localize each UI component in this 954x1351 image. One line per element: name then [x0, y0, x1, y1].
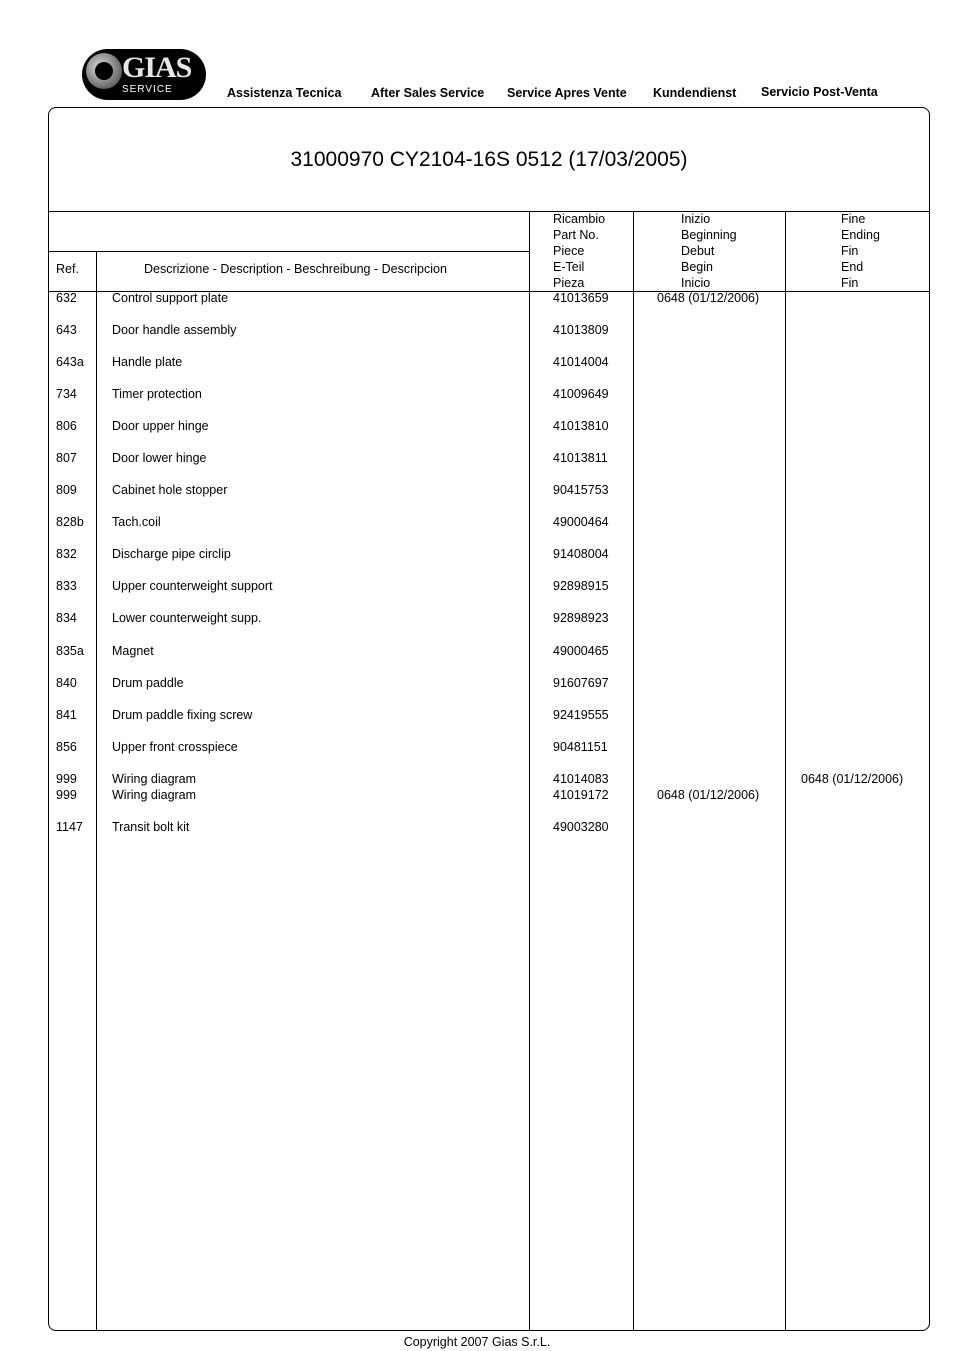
row-begin: 0648 (01/12/2006) — [657, 788, 760, 802]
col-part-label: E-Teil — [553, 260, 585, 274]
row-part-number: 41014083 — [553, 772, 609, 786]
row-part-number: 49000465 — [553, 644, 609, 658]
row-part-number: 91607697 — [553, 676, 609, 690]
row-ref: 809 — [56, 483, 77, 497]
row-begin: 0648 (01/12/2006) — [657, 291, 760, 305]
row-description: Drum paddle — [112, 676, 184, 690]
col-part-label: Piece — [553, 244, 585, 258]
row-part-number: 41013809 — [553, 323, 609, 337]
row-ref: 806 — [56, 419, 77, 433]
row-ref: 632 — [56, 291, 77, 305]
row-description: Door handle assembly — [112, 323, 237, 337]
col-begin-label: Debut — [681, 244, 715, 258]
logo-name: GIAS — [122, 51, 192, 84]
row-description: Drum paddle fixing screw — [112, 708, 253, 722]
row-description: Discharge pipe circlip — [112, 547, 231, 561]
header-assistenza: Assistenza Tecnica — [227, 86, 342, 100]
logo-ring-icon — [86, 53, 122, 89]
row-ref: 643 — [56, 323, 77, 337]
header-after-sales: After Sales Service — [371, 86, 485, 100]
document-title: 31000970 CY2104-16S 0512 (17/03/2005) — [290, 148, 688, 171]
row-part-number: 92898915 — [553, 579, 609, 593]
row-ref: 828b — [56, 515, 84, 529]
col-end-label: End — [841, 260, 864, 274]
row-description: Door upper hinge — [112, 419, 209, 433]
col-ref-header: Ref. — [56, 262, 79, 276]
col-part-label: Part No. — [553, 228, 599, 242]
row-description: Wiring diagram — [112, 772, 197, 786]
col-end-label: Fin — [841, 276, 859, 290]
logo-sub: SERVICE — [122, 84, 173, 95]
copyright: Copyright 2007 Gias S.r.L. — [403, 1335, 551, 1349]
col-begin-label: Inicio — [681, 276, 711, 290]
header-kundendienst: Kundendienst — [653, 86, 737, 100]
col-part-label: Pieza — [553, 276, 585, 290]
row-part-number: 90415753 — [553, 483, 609, 497]
row-part-number: 49003280 — [553, 820, 609, 834]
row-description: Upper front crosspiece — [112, 740, 238, 754]
row-description: Upper counterweight support — [112, 579, 273, 593]
row-ref: 840 — [56, 676, 77, 690]
row-description: Handle plate — [112, 355, 183, 369]
col-end-label: Fine — [841, 212, 866, 226]
part-col-rule — [633, 211, 634, 1330]
row-ref: 999 — [56, 772, 77, 786]
row-part-number: 92898923 — [553, 611, 609, 625]
row-ref: 835a — [56, 644, 84, 658]
col-end-label: Fin — [841, 244, 859, 258]
col-begin-label: Inizio — [681, 212, 711, 226]
row-part-number: 49000464 — [553, 515, 609, 529]
begin-col-rule — [785, 211, 786, 1330]
row-ref: 832 — [56, 547, 77, 561]
row-ref: 643a — [56, 355, 84, 369]
row-part-number: 91408004 — [553, 547, 609, 561]
row-ref: 841 — [56, 708, 77, 722]
header-post-venta: Servicio Post-Venta — [761, 85, 878, 99]
row-ref: 807 — [56, 451, 77, 465]
ref-col-rule — [96, 251, 97, 1330]
col-begin-label: Begin — [681, 260, 713, 274]
row-ref: 734 — [56, 387, 77, 401]
row-description: Tach.coil — [112, 515, 161, 529]
row-ref: 856 — [56, 740, 77, 754]
row-part-number: 41013810 — [553, 419, 609, 433]
row-description: Timer protection — [112, 387, 202, 401]
col-description-header: Descrizione - Description - Beschreibung - Descripcion — [144, 262, 447, 276]
row-part-number: 41014004 — [553, 355, 609, 369]
row-description: Door lower hinge — [112, 451, 207, 465]
row-part-number: 41019172 — [553, 788, 609, 802]
row-ref: 999 — [56, 788, 77, 802]
header-apres-vente: Service Apres Vente — [507, 86, 627, 100]
desc-col-rule — [529, 211, 530, 1330]
col-part-label: Ricambio — [553, 212, 606, 226]
row-description: Wiring diagram — [112, 788, 197, 802]
row-description: Lower counterweight supp. — [112, 611, 262, 625]
row-description: Control support plate — [112, 291, 229, 305]
row-description: Magnet — [112, 644, 154, 658]
row-part-number: 41013659 — [553, 291, 609, 305]
gias-logo — [82, 49, 206, 100]
row-description: Cabinet hole stopper — [112, 483, 228, 497]
row-part-number: 41009649 — [553, 387, 609, 401]
header-top-rule — [48, 211, 930, 212]
row-ref: 834 — [56, 611, 77, 625]
row-description: Transit bolt kit — [112, 820, 190, 834]
row-ref: 833 — [56, 579, 77, 593]
row-part-number: 92419555 — [553, 708, 609, 722]
row-ref: 1147 — [56, 820, 83, 834]
col-begin-label: Beginning — [681, 228, 737, 242]
row-part-number: 90481151 — [553, 740, 608, 754]
row-end: 0648 (01/12/2006) — [801, 772, 904, 786]
row-part-number: 41013811 — [553, 451, 608, 465]
col-end-label: Ending — [841, 228, 880, 242]
header-mid-rule — [48, 251, 529, 252]
